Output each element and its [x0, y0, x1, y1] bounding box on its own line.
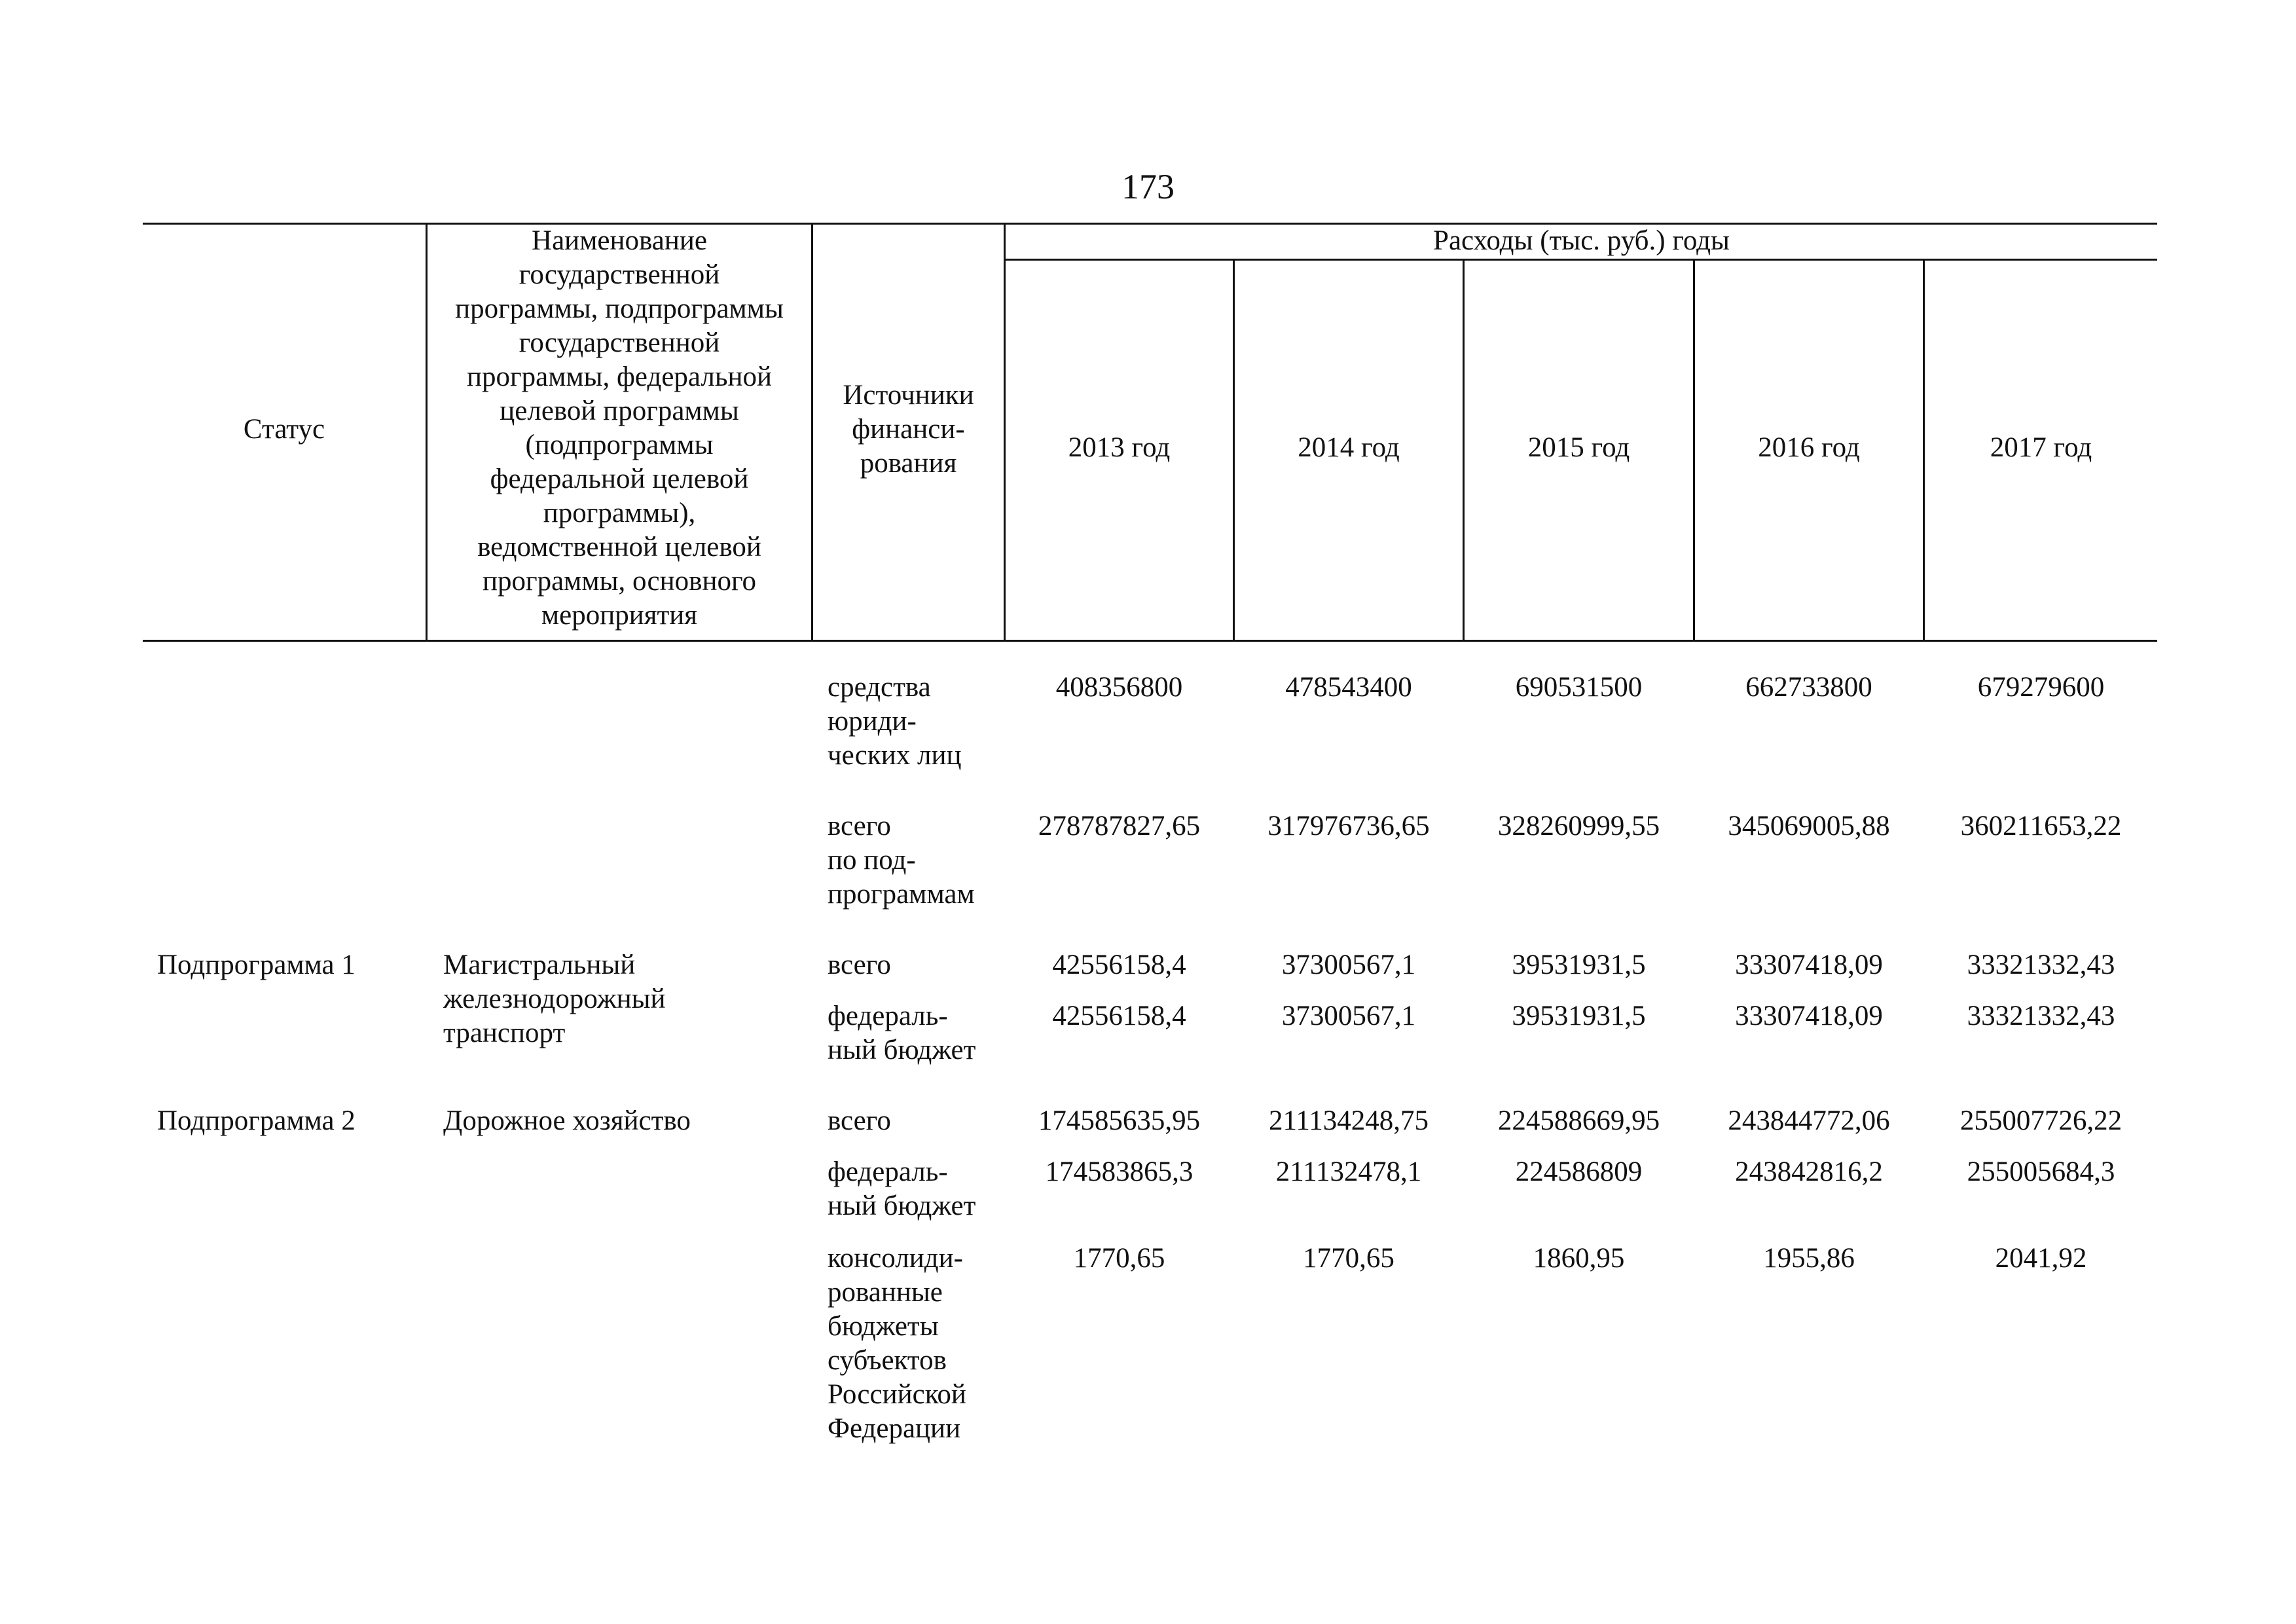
header-sources [813, 378, 1004, 481]
row-funding-source: ный бюджет [828, 1035, 976, 1065]
row-funding-source: рованные [828, 1277, 943, 1308]
header-name-line: Наименование [532, 225, 707, 256]
row-funding-source: ный бюджет [828, 1190, 976, 1221]
header-name-line: программы, федеральной [467, 361, 772, 392]
row-funding-source: всего [828, 811, 891, 841]
row-value-cell: 39531931,5 [1512, 1001, 1646, 1031]
row-funding-source: юриди- [828, 706, 917, 737]
header-name-line: государственной [519, 327, 720, 358]
row-value-cell: 37300567,1 [1281, 950, 1416, 980]
row-value-cell: 328260999,55 [1497, 811, 1660, 841]
row-value-cell: 224588669,95 [1497, 1105, 1660, 1136]
row-value-cell: 360211653,22 [1960, 811, 2122, 841]
row-status: Подпрограмма 1 [157, 950, 355, 980]
header-expenses: Расходы (тыс. руб.) годы [1433, 225, 1730, 256]
row-value-cell: 37300567,1 [1281, 1001, 1416, 1031]
row-value-cell: 243842816,2 [1735, 1156, 1883, 1187]
row-funding-source: бюджеты [828, 1311, 939, 1342]
header-source-line: Источники [843, 380, 974, 411]
header-year: 2017 год [1990, 432, 2092, 463]
row-funding-source: ческих лиц [828, 740, 962, 771]
row-value-cell: 33321332,43 [1967, 1001, 2115, 1031]
row-value-cell: 33307418,09 [1735, 1001, 1883, 1031]
header-status: Статус [243, 414, 325, 445]
row-funding-source: средства [828, 672, 931, 703]
header-source-line: финанси- [852, 414, 965, 445]
header-year: 2016 год [1758, 432, 1860, 463]
row-value-cell: 255005684,3 [1967, 1156, 2115, 1187]
row-funding-source: консолиди- [828, 1243, 963, 1274]
header-name-line: программы, подпрограммы [455, 293, 784, 324]
row-value-cell: 211132478,1 [1275, 1156, 1422, 1187]
row-funding-source: Российской [828, 1379, 966, 1410]
header-bottom-rule [143, 640, 2157, 642]
header-name-line: федеральной целевой [490, 464, 749, 494]
row-program-name: Магистральный [443, 950, 636, 980]
row-funding-source: федераль- [828, 1156, 948, 1187]
row-value-cell: 174583865,3 [1045, 1156, 1194, 1187]
row-value-cell: 2041,92 [1995, 1243, 2087, 1274]
row-value-cell: 243844772,06 [1728, 1105, 1890, 1136]
row-value-cell: 33321332,43 [1967, 950, 2115, 980]
row-funding-source: всего [828, 1105, 891, 1136]
row-program-name: Дорожное хозяйство [443, 1105, 691, 1136]
header-year: 2014 год [1298, 432, 1400, 463]
row-value-cell: 211134248,75 [1268, 1105, 1429, 1136]
row-value-cell: 224586809 [1515, 1156, 1643, 1187]
expenses-header-rule [1004, 259, 2157, 261]
row-value-cell: 690531500 [1515, 672, 1643, 703]
row-value-cell: 33307418,09 [1735, 950, 1883, 980]
header-name-line: государственной [519, 259, 720, 290]
row-value-cell: 408356800 [1055, 672, 1183, 703]
header-name-line: программы, основного [482, 566, 757, 597]
row-value-cell: 1860,95 [1533, 1243, 1625, 1274]
row-status: Подпрограмма 2 [157, 1105, 355, 1136]
row-value-cell: 255007726,22 [1959, 1105, 2123, 1136]
row-value-cell: 42556158,4 [1052, 950, 1186, 980]
row-value-cell: 662733800 [1745, 672, 1872, 703]
header-name-line: мероприятия [541, 600, 698, 631]
header-program-name [428, 224, 811, 633]
row-value-cell: 174585635,95 [1038, 1105, 1201, 1136]
page-number: 173 [1121, 167, 1175, 206]
row-value-cell: 317976736,65 [1267, 811, 1430, 841]
header-name-line: программы), [543, 498, 696, 528]
header-name-line: (подпрограммы [525, 430, 714, 460]
row-funding-source: всего [828, 950, 891, 980]
row-value-cell: 679279600 [1977, 672, 2105, 703]
row-funding-source: федераль- [828, 1001, 948, 1031]
header-name-line: целевой программы [500, 396, 739, 426]
header-source-line: рования [860, 448, 957, 479]
header-year: 2015 год [1527, 432, 1630, 463]
row-value-cell: 42556158,4 [1052, 1001, 1186, 1031]
row-value-cell: 39531931,5 [1512, 950, 1646, 980]
row-value-cell: 278787827,65 [1038, 811, 1201, 841]
row-funding-source: Федерации [828, 1413, 961, 1444]
row-value-cell: 1770,65 [1303, 1243, 1394, 1274]
header-year: 2013 год [1068, 432, 1171, 463]
row-funding-source: субъектов [828, 1345, 947, 1376]
row-funding-source: программам [828, 879, 975, 910]
row-program-name: железнодорожный [443, 984, 666, 1014]
row-value-cell: 1955,86 [1763, 1243, 1855, 1274]
row-value-cell: 1770,65 [1073, 1243, 1165, 1274]
row-value-cell: 478543400 [1285, 672, 1412, 703]
row-value-cell: 345069005,88 [1728, 811, 1890, 841]
row-funding-source: по под- [828, 845, 916, 876]
header-name-line: ведомственной целевой [477, 532, 761, 563]
row-program-name: транспорт [443, 1018, 566, 1048]
